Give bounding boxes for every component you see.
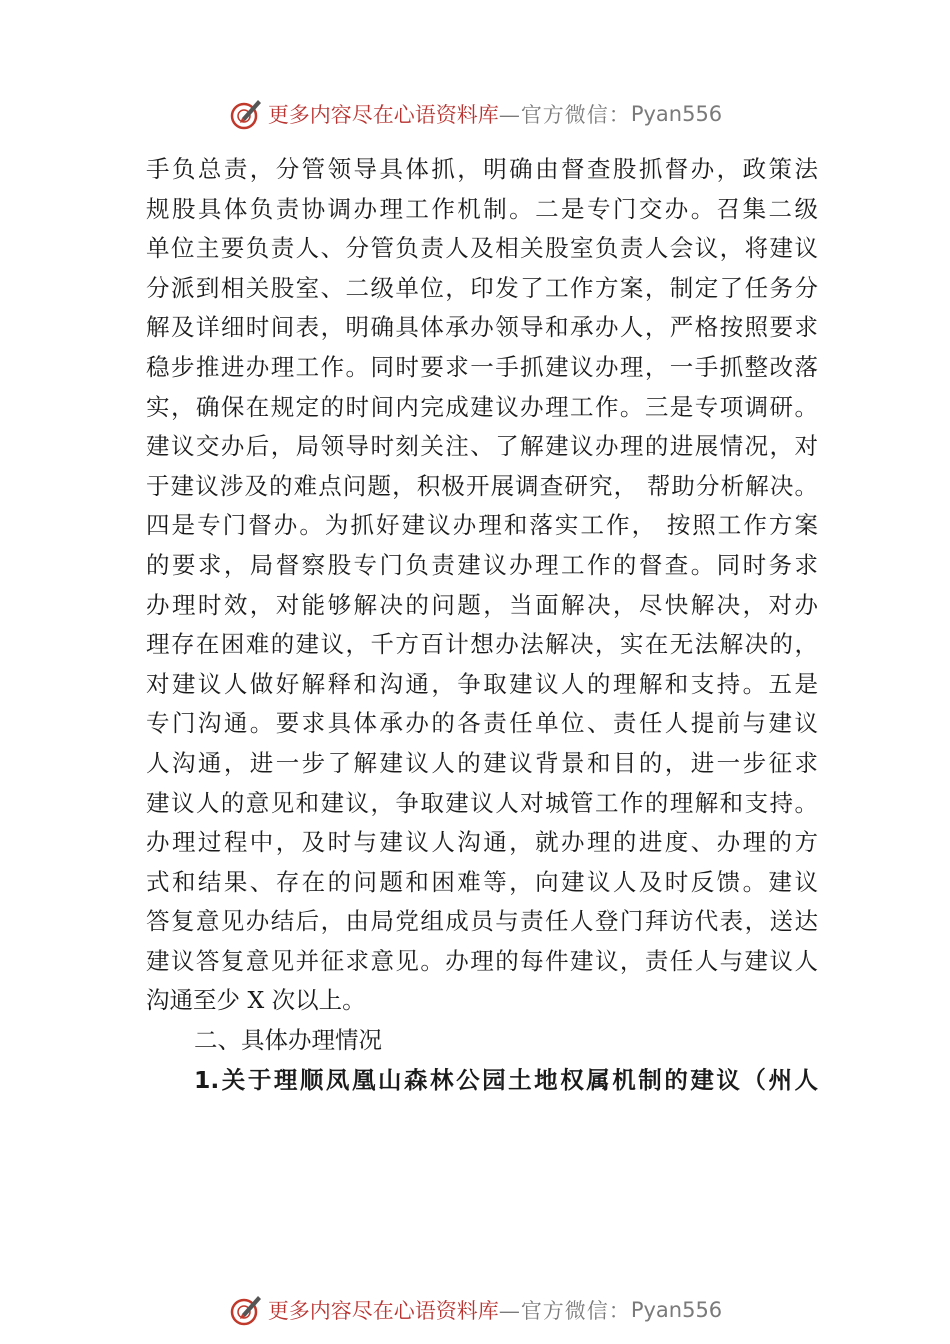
text-line: 理存在困难的建议，千方百计想办法解决，实在无法解决的， [146, 630, 818, 659]
text-line: 实，确保在规定的时间内完成建议办理工作。三是专项调研。 [146, 392, 818, 421]
subsection-heading: 1.关于理顺凤凰山森林公园土地权属机制的建议（州人 [194, 1065, 818, 1094]
watermark-account: Pyan556 [630, 1298, 723, 1322]
text-line: 手负总责，分管领导具体抓，明确由督查股抓督办，政策法 [146, 155, 818, 183]
text-line: 建议交办后，局领导时刻关注、了解建议办理的进展情况，对 [146, 432, 818, 461]
text-line: 分派到相关股室、二级单位，印发了工作方案，制定了任务分 [146, 273, 818, 302]
text-line: 办理时效，对能够解决的问题，当面解决，尽快解决，对办 [146, 590, 818, 619]
pen-logo-icon [228, 96, 264, 132]
watermark-account: Pyan556 [630, 102, 723, 126]
text-line: 专门沟通。要求具体承办的各责任单位、责任人提前与建议 [146, 709, 818, 738]
text-line: 建议答复意见并征求意见。办理的每件建议，责任人与建议人 [146, 946, 818, 975]
text-line: 单位主要负责人、分管负责人及相关股室负责人会议，将建议 [146, 234, 818, 263]
watermark-grey-text: —官方微信： [498, 1299, 631, 1323]
body-paragraph [146, 150, 818, 1021]
document-body [146, 150, 818, 1100]
text-line: 式和结果、存在的问题和困难等，向建议人及时反馈。建议 [146, 867, 818, 896]
text-line: 规股具体负责协调办理工作机制。二是专门交办。召集二级 [146, 194, 818, 223]
watermark-header [0, 94, 950, 134]
watermark-red-text: 更多内容尽在心语资料库 [267, 103, 499, 127]
text-line: 人沟通，进一步了解建议人的建议背景和目的，进一步征求 [146, 748, 818, 777]
pen-logo-icon [228, 1292, 264, 1328]
section-heading: 二、具体办理情况 [194, 1026, 382, 1055]
text-line: 答复意见办结后，由局党组成员与责任人登门拜访代表，送达 [146, 907, 818, 936]
text-line: 解及详细时间表，明确具体承办领导和承办人，严格按照要求 [146, 313, 818, 342]
text-line: 四是专门督办。为抓好建议办理和落实工作， 按照工作方案 [146, 511, 818, 540]
text-line: 办理过程中，及时与建议人沟通，就办理的进度、办理的方 [146, 828, 818, 857]
text-line: 的要求，局督察股专门负责建议办理工作的督查。同时务求 [146, 550, 818, 579]
text-line: 对建议人做好解释和沟通，争取建议人的理解和支持。五是 [146, 669, 818, 698]
text-line: 稳步推进办理工作。同时要求一手抓建议办理，一手抓整改落 [146, 352, 818, 381]
text-line: 沟通至少 X 次以上。 [146, 986, 366, 1015]
watermark-footer [0, 1290, 950, 1330]
text-line: 于建议涉及的难点问题，积极开展调查研究， 帮助分析解决。 [146, 471, 818, 500]
watermark-red-text: 更多内容尽在心语资料库 [267, 1299, 499, 1323]
watermark-grey-text: —官方微信： [498, 103, 631, 127]
text-line: 建议人的意见和建议，争取建议人对城管工作的理解和支持。 [146, 788, 818, 817]
